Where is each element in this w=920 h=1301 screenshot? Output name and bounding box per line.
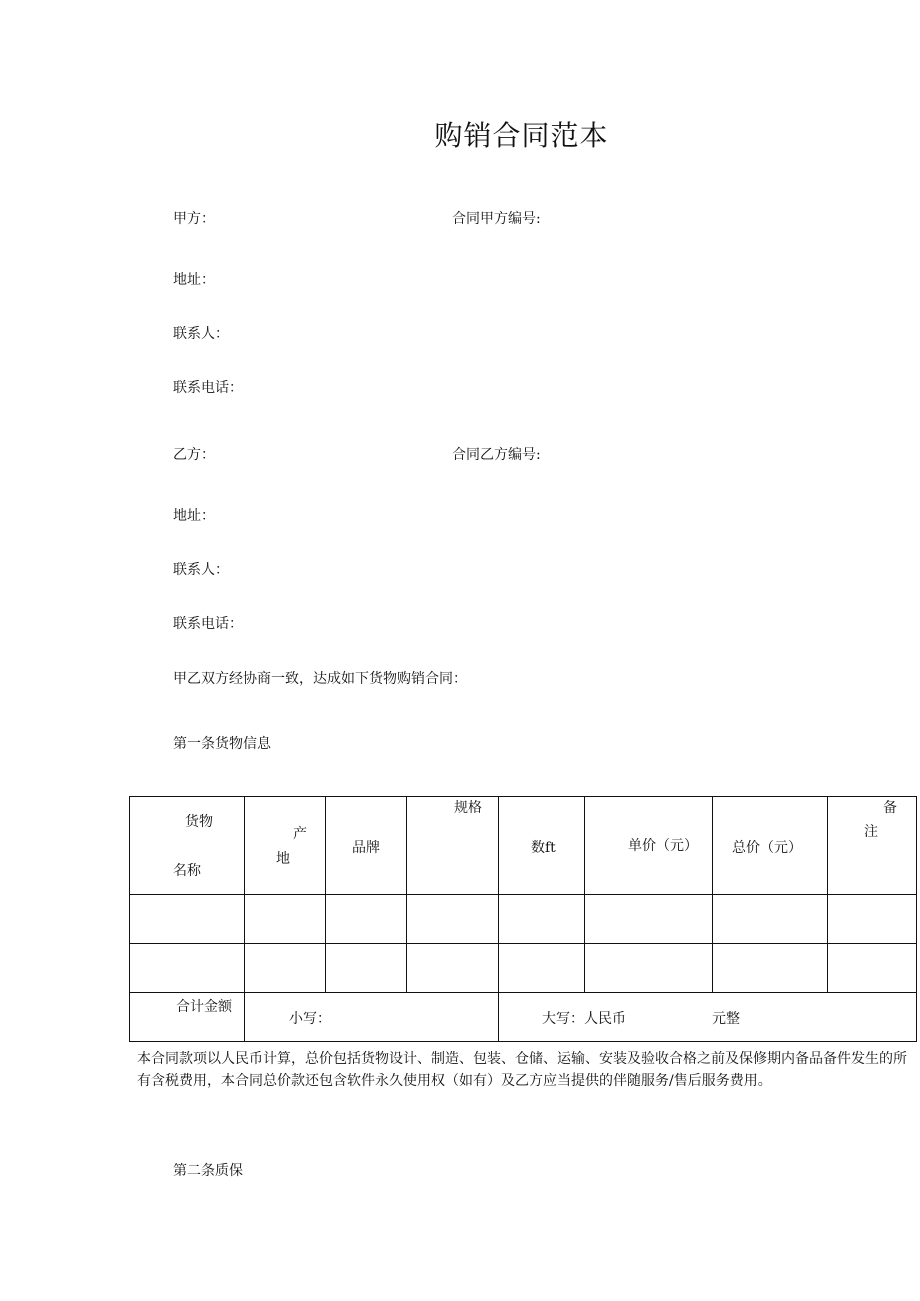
total-label: 合计金额 <box>176 999 232 1015</box>
party-a-phone-label: 联系电话： <box>173 380 243 396</box>
header-origin <box>245 797 326 895</box>
header-total-price-text: 总价（元） <box>732 840 802 856</box>
table-cell[interactable] <box>828 895 917 944</box>
party-b-phone-label: 联系电话： <box>173 616 243 632</box>
price-clause-paragraph: 本合同款项以人民币计算，总价包括货物设计、制造、包装、仓储、运输、安装及验收合格之前及保修期内备品备件发生的所有含税费用，本合同总价款还包含软件永久使用权（如有）及乙方应当提供的伴随服务/售后服务费用。 <box>137 1051 907 1089</box>
header-goods-line2: 名称 <box>173 863 201 879</box>
header-remarks <box>828 797 917 895</box>
table-cell[interactable] <box>326 895 407 944</box>
table-cell[interactable] <box>713 944 828 993</box>
table-cell[interactable] <box>828 944 917 993</box>
header-spec-text: 规格 <box>454 800 482 816</box>
table-cell[interactable] <box>130 944 245 993</box>
party-a-address-label: 地址： <box>173 272 215 288</box>
header-spec <box>407 797 499 895</box>
total-upper-cell[interactable] <box>499 993 917 1042</box>
table-cell[interactable] <box>326 944 407 993</box>
goods-table <box>129 796 917 1042</box>
table-row <box>130 895 917 944</box>
table-cell[interactable] <box>499 944 585 993</box>
total-lower-cell[interactable] <box>245 993 499 1042</box>
table-cell[interactable] <box>130 895 245 944</box>
party-a-label: 甲方： <box>173 211 215 227</box>
total-upper-suffix: 元整 <box>712 1011 740 1027</box>
table-cell[interactable] <box>585 944 713 993</box>
header-goods-name <box>130 797 245 895</box>
header-quantity-text: 数ft <box>531 840 556 856</box>
total-upper-label: 大写：人民币 <box>542 1011 626 1027</box>
total-label-cell <box>130 993 245 1042</box>
table-cell[interactable] <box>499 895 585 944</box>
header-remarks-line2: 注 <box>864 824 878 840</box>
party-b-contract-no-label: 合同乙方编号: <box>452 447 541 463</box>
header-brand <box>326 797 407 895</box>
party-b-contact-label: 联系人： <box>173 562 229 578</box>
party-a-contract-no-label: 合同甲方编号: <box>452 211 541 227</box>
header-unit-price <box>585 797 713 895</box>
table-header-row <box>130 797 917 895</box>
party-b-address-label: 地址： <box>173 508 215 524</box>
total-lower-label: 小写： <box>289 1011 331 1027</box>
table-cell[interactable] <box>713 895 828 944</box>
header-total-price <box>713 797 828 895</box>
total-row <box>130 993 917 1042</box>
table-cell[interactable] <box>585 895 713 944</box>
header-origin-line2: 地 <box>276 851 290 867</box>
header-brand-text: 品牌 <box>352 840 380 856</box>
party-a-contact-label: 联系人： <box>173 326 229 342</box>
section-2-title: 第二条质保 <box>173 1163 243 1179</box>
table-cell[interactable] <box>407 944 499 993</box>
header-remarks-line1: 备 <box>883 800 897 816</box>
table-cell[interactable] <box>245 944 326 993</box>
header-quantity <box>499 797 585 895</box>
intro-text: 甲乙双方经协商一致，达成如下货物购销合同： <box>173 671 467 687</box>
header-origin-line1: 产 <box>293 826 307 842</box>
header-unit-price-text: 单价（元） <box>628 838 698 854</box>
table-cell[interactable] <box>245 895 326 944</box>
party-b-label: 乙方： <box>173 447 215 463</box>
table-row <box>130 944 917 993</box>
page-title: 购销合同范本 <box>434 119 609 152</box>
table-cell[interactable] <box>407 895 499 944</box>
header-goods-line1: 货物 <box>185 814 213 830</box>
section-1-title: 第一条货物信息 <box>173 736 271 752</box>
